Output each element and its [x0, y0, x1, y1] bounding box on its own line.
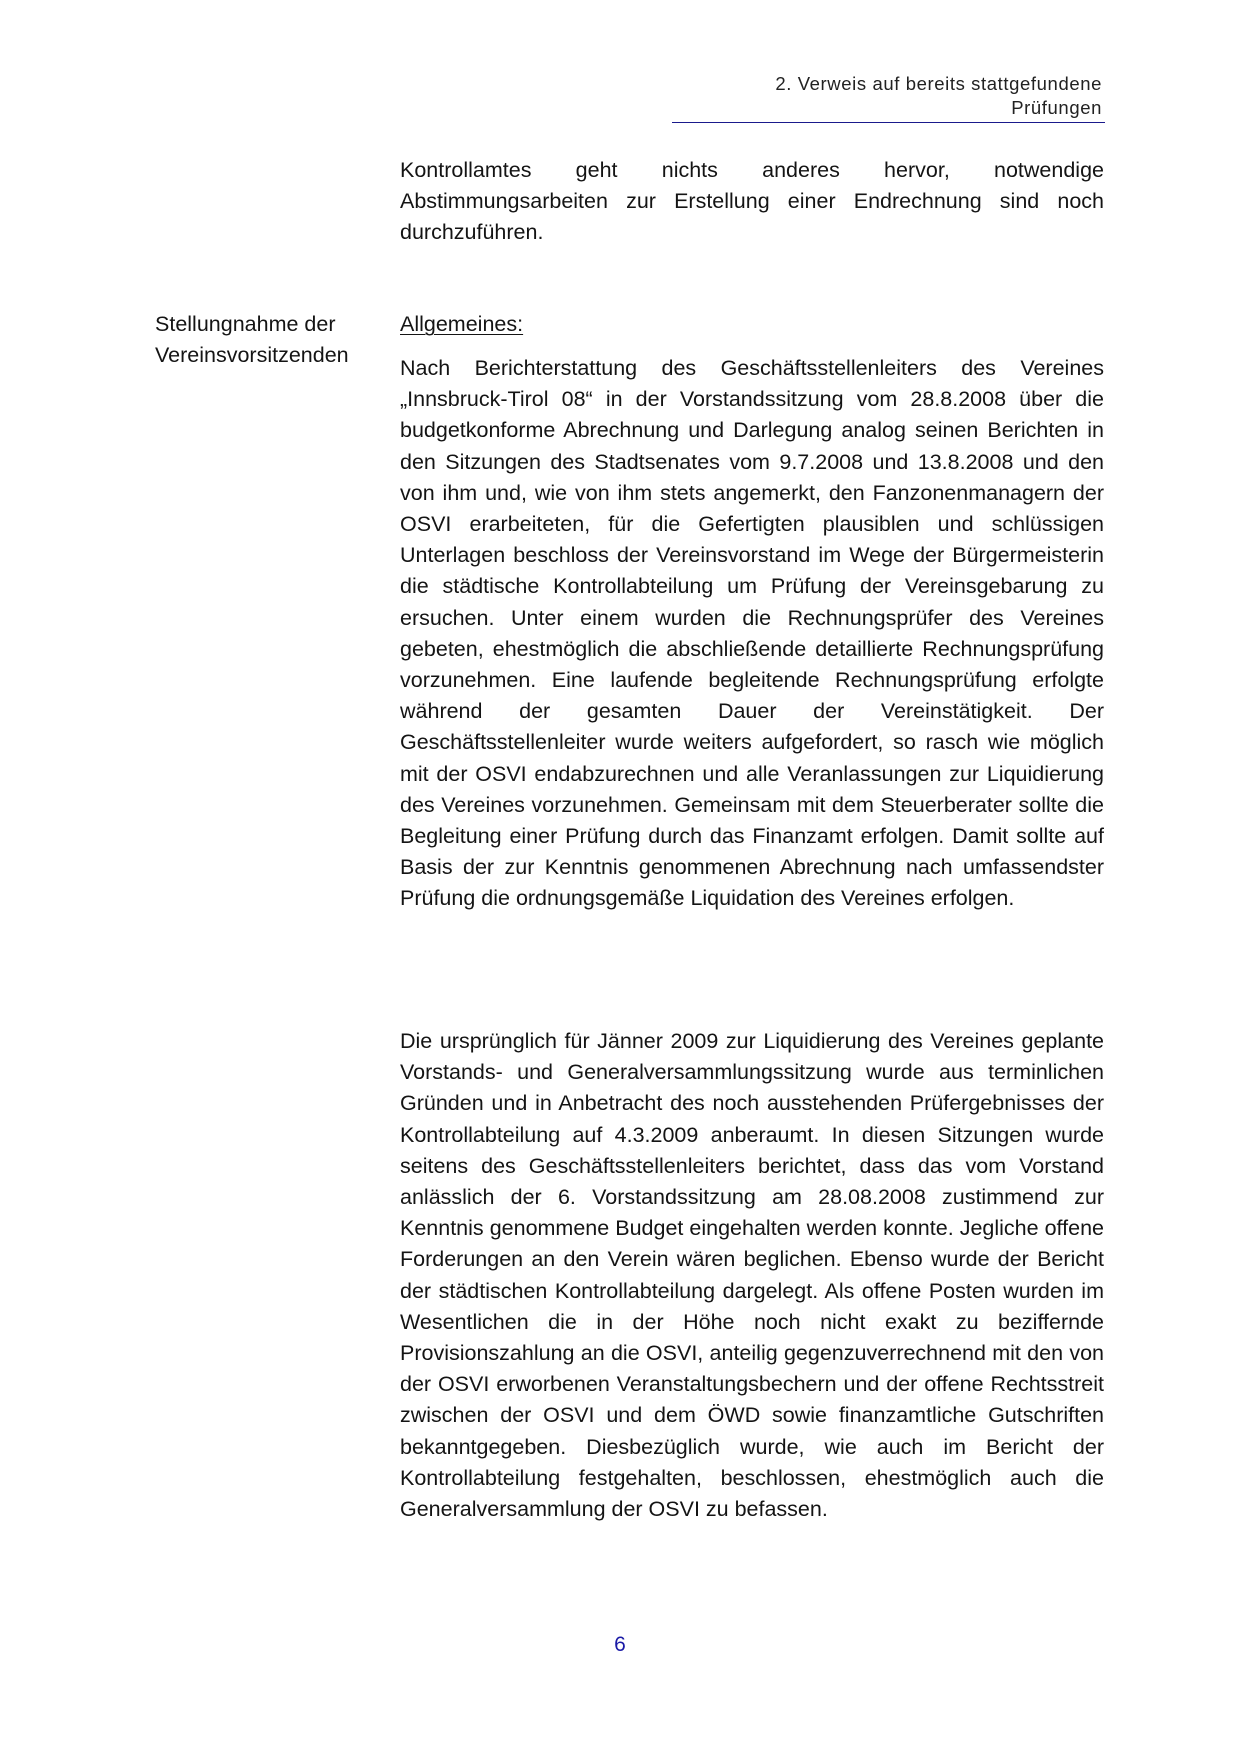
- paragraph-1-block: [400, 353, 1104, 915]
- margin-note-line-2: Vereinsvorsitzenden: [155, 343, 349, 368]
- running-header: [672, 72, 1102, 120]
- intro-paragraph: Kontrollamtes geht nichts anderes hervor, notwendige Abstimmungsarbeiten zur Erstellung einer Endrechnung sind noch durchzuführen.: [400, 158, 1104, 245]
- margin-note-line-1: Stellungnahme der: [155, 312, 336, 336]
- margin-note: [155, 309, 380, 371]
- paragraph-2-block: [400, 1026, 1104, 1525]
- section-heading-block: [400, 309, 1104, 340]
- running-header-line-2: Prüfungen: [1011, 97, 1102, 118]
- running-header-line-1: 2. Verweis auf bereits stattgefundene: [775, 73, 1102, 94]
- intro-block: [400, 155, 1104, 249]
- body-paragraph-2: Die ursprünglich für Jänner 2009 zur Liquidierung des Vereines geplante Vorstands- und Generalversammlungssitzung wurde aus terminlichen Gründen und in Anbetracht des noch ausstehenden Prüfergebnisses der Kontrollabteilung auf 4.3.2009 anberaumt. In diesen Sitzungen wurde seitens des Geschäftsstellenleiters berichtet, dass das vom Vorstand anlässlich der 6. Vorstandssitzung am 28.08.2008 zustimmend zur Kenntnis genommene Budget eingehalten werden konnte. Jegliche offene Forderungen an den Verein wären beglichen. Ebenso wurde der Bericht der städtischen Kontrollabteilung dargelegt. Als offene Posten wurden im Wesentlichen die in der Höhe noch nicht exakt zu beziffernde Provisionszahlung an die OSVI, anteilig gegenzuverrechnend mit den von der OSVI erworbenen Veranstaltungsbechern und der offene Rechtsstreit zwischen der OSVI und dem ÖWD sowie finanzamtliche Gutschriften bekanntgegeben. Diesbezüglich wurde, wie auch im Bericht der Kontrollabteilung festgehalten, beschlossen, ehestmöglich auch die Generalversammlung der OSVI zu befassen.: [400, 1029, 1104, 1522]
- page-number: 6: [614, 1633, 626, 1656]
- header-divider: [672, 122, 1105, 123]
- body-paragraph-1: Nach Berichterstattung des Geschäftsstellenleiters des Vereines „Innsbruck-Tirol 08“ in der Vorstandssitzung vom 28.8.2008 über die budgetkonforme Abrechnung und Darlegung analog seinen Berichten in den Sitzungen des Stadtsenates vom 9.7.2008 und 13.8.2008 und den von ihm und, wie von ihm stets angemerkt, den Fanzonenmanagern der OSVI erarbeiteten, für die Gefertigten plausiblen und schlüssigen Unterlagen beschloss der Vereinsvorstand im Wege der Bürgermeisterin die städtische Kontrollabteilung um Prüfung der Vereinsgebarung zu ersuchen. Unter einem wurden die Rechnungsprüfer des Vereines gebeten, ehestmöglich die abschließende detaillierte Rechnungsprüfung vorzunehmen. Eine laufende begleitende Rechnungsprüfung erfolgte während der gesamten Dauer der Vereinstätigkeit. Der Geschäftsstellenleiter wurde weiters aufgefordert, so rasch wie möglich mit der OSVI endabzurechnen und alle Veranlassungen zur Liquidierung des Vereines vorzunehmen. Gemeinsam mit dem Steuerberater sollte die Begleitung einer Prüfung durch das Finanzamt erfolgen. Damit sollte auf Basis der zur Kenntnis genommenen Abrechnung nach umfassendster Prüfung die ordnungsgemäße Liquidation des Vereines erfolgen.: [400, 356, 1104, 911]
- section-heading: Allgemeines:: [400, 312, 524, 336]
